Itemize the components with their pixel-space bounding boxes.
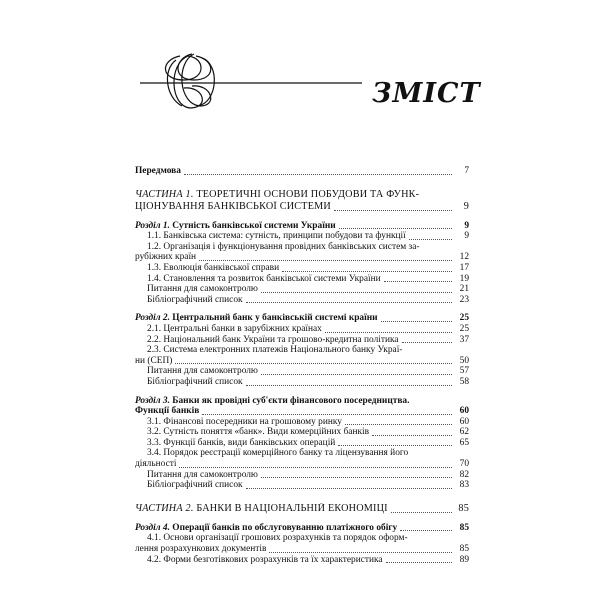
toc-entry-title <box>147 377 243 388</box>
toc-entry-text: лення розрахункових документів <box>135 544 267 555</box>
toc-page-number: 60 <box>459 406 469 417</box>
toc-leader-dots <box>386 562 452 563</box>
page-title: ЗМІСТ <box>372 78 481 109</box>
toc-entry-number: ЧАСТИНА 2. <box>135 502 194 514</box>
toc-page-number: 19 <box>459 273 469 284</box>
toc-entry[interactable] <box>135 533 469 544</box>
toc-leader-dots <box>179 467 452 468</box>
toc-entry-text: 3.1. Фінансові посередники на грошовому ринку <box>147 416 342 427</box>
toc-entry[interactable] <box>135 313 469 324</box>
toc-entry-title <box>135 221 336 232</box>
toc-entry[interactable] <box>135 356 469 367</box>
toc-entry[interactable] <box>135 448 469 459</box>
toc-leader-dots <box>402 342 452 343</box>
toc-page-number: 25 <box>459 323 469 334</box>
toc-leader-dots <box>246 385 452 386</box>
toc-leader-dots <box>202 414 452 415</box>
toc-entry[interactable] <box>135 345 469 356</box>
toc-spacer <box>135 305 469 313</box>
toc-leader-dots <box>339 228 452 229</box>
toc-page-number: 12 <box>459 252 469 263</box>
toc-entry[interactable] <box>135 242 469 253</box>
toc-page-number: 23 <box>459 294 469 305</box>
toc-entry-title <box>147 345 402 356</box>
toc-entry[interactable] <box>135 231 469 242</box>
toc-entry-title <box>135 503 388 515</box>
toc-entry-title <box>147 470 258 481</box>
toc-page-number: 60 <box>459 416 469 427</box>
toc-entry-text: Питання для самоконтролю <box>147 469 258 480</box>
toc-entry[interactable] <box>135 396 469 407</box>
toc-entry-text: Функції банків <box>135 406 200 417</box>
toc-entry[interactable] <box>135 427 469 438</box>
toc-entry-title <box>147 480 243 491</box>
toc-entry-text: Центральний банк у банківській системі країни <box>169 313 378 324</box>
toc-entry[interactable] <box>135 284 469 295</box>
toc-leader-dots <box>282 271 452 272</box>
toc-entry[interactable] <box>135 221 469 232</box>
toc-page-number: 65 <box>459 437 469 448</box>
toc-entry-text: 1.3. Еволюція банківської справи <box>147 262 280 273</box>
toc-entry-title <box>147 427 369 438</box>
toc-entry-text: 3.4. Порядок реєстрації комерційного банку та ліцензування його <box>147 448 409 459</box>
toc-leader-dots <box>400 530 452 531</box>
toc-entry-text: Операції банків по обслуговуванню платіжного обігу <box>169 522 398 533</box>
toc-page-number: 7 <box>464 166 469 176</box>
ornament-flourish <box>140 50 362 112</box>
toc-entry-title <box>147 366 258 377</box>
toc-entry[interactable] <box>135 377 469 388</box>
toc-spacer <box>135 388 469 396</box>
toc-page-number: 62 <box>459 427 469 438</box>
toc-page-number: 85 <box>459 522 469 533</box>
toc-entry-text: Банки як провідні суб'єкти фінансового посередництва. <box>169 395 410 406</box>
toc-leader-dots <box>199 260 452 261</box>
toc-leader-dots <box>334 210 452 211</box>
toc-entry-title <box>147 324 322 335</box>
toc-entry-number: Розділ 1. <box>135 220 170 231</box>
toc-leader-dots <box>345 424 452 425</box>
toc-entry[interactable] <box>135 406 469 417</box>
toc-entry-title <box>135 396 409 407</box>
toc-entry[interactable] <box>135 324 469 335</box>
toc-leader-dots <box>175 363 452 364</box>
toc-entry-text: Бібліографічний список <box>147 294 243 305</box>
toc-entry[interactable] <box>135 417 469 428</box>
toc-spacer <box>135 213 469 221</box>
toc-leader-dots <box>261 292 452 293</box>
toc-leader-dots <box>325 332 452 333</box>
toc-leader-dots <box>184 174 452 175</box>
toc-entry[interactable] <box>135 480 469 491</box>
toc-entry-title <box>147 263 279 274</box>
toc-entry[interactable] <box>135 366 469 377</box>
toc-entry-text: 1.2. Організація і функціонування провідних банківських систем за- <box>147 241 420 252</box>
toc-page-number: 89 <box>459 554 469 565</box>
toc-entry-text: 1.1. Банківська система: сутність, принципи побудови та функції <box>147 231 406 242</box>
toc-page-number: 17 <box>459 262 469 273</box>
toc-leader-dots <box>269 552 452 553</box>
toc-page-number: 9 <box>463 200 469 212</box>
toc-page-number: 83 <box>459 480 469 491</box>
toc-entry-title <box>147 335 399 346</box>
toc-entry-number: ЧАСТИНА 1. <box>135 188 194 200</box>
toc-entry[interactable] <box>135 544 469 555</box>
toc-entry-title <box>135 406 199 417</box>
toc-entry[interactable] <box>135 189 469 201</box>
toc-entry-title <box>135 166 181 177</box>
toc-entry-text: 3.3. Функції банків, види банківських операцій <box>147 437 336 448</box>
toc-entry[interactable] <box>135 201 469 213</box>
toc-page-number: 21 <box>459 284 469 295</box>
toc-entry[interactable] <box>135 470 469 481</box>
toc-entry[interactable] <box>135 263 469 274</box>
toc-entry-text: Бібліографічний список <box>147 376 243 387</box>
toc-entry-title <box>135 313 378 324</box>
toc-leader-dots <box>246 488 452 489</box>
toc-entry-title <box>147 438 335 449</box>
toc-leader-dots <box>261 477 452 478</box>
toc-leader-dots <box>381 321 452 322</box>
toc-leader-dots <box>338 445 452 446</box>
toc-entry-text: діяльності <box>135 459 177 470</box>
toc-entry-text: БАНКИ В НАЦІОНАЛЬНІЙ ЕКОНОМІЦІ <box>193 502 388 514</box>
toc-entry-text: ТЕОРЕТИЧНІ ОСНОВИ ПОБУДОВИ ТА ФУНК- <box>193 188 420 200</box>
toc-entry-title <box>147 284 258 295</box>
toc-leader-dots <box>246 302 452 303</box>
toc-entry-title <box>147 295 243 306</box>
toc-entry-title <box>135 252 196 263</box>
toc-entry-text: 4.1. Основи організації грошових розрахунків та порядок оформ- <box>147 533 408 544</box>
toc-entry-text: 4.2. Форми безготівкових розрахунків та їх характеристика <box>147 554 383 565</box>
toc-entry[interactable] <box>135 274 469 285</box>
toc-entry[interactable] <box>135 555 469 566</box>
toc-entry-number: Розділ 3. <box>135 395 170 406</box>
toc-entry-text: 3.2. Сутність поняття «банк». Види комерційних банків <box>147 427 370 438</box>
toc-spacer <box>135 491 469 503</box>
toc-entry[interactable] <box>135 252 469 263</box>
toc-entry-text: рубіжних країн <box>135 252 197 263</box>
toc-entry[interactable] <box>135 166 469 177</box>
toc-entry-title <box>147 533 408 544</box>
toc-entry[interactable] <box>135 295 469 306</box>
toc-entry[interactable] <box>135 523 469 534</box>
toc-entry-title <box>135 544 266 555</box>
toc-leader-dots <box>372 435 452 436</box>
toc-entry-text: Питання для самоконтролю <box>147 366 258 377</box>
toc-page-number: 9 <box>464 220 469 231</box>
toc-page-number: 70 <box>459 459 469 470</box>
toc-entry-title <box>135 201 331 213</box>
toc-entry-title <box>135 523 397 534</box>
toc-entry-text: Бібліографічний список <box>147 480 243 491</box>
toc-entry-text: 1.4. Становлення та розвиток банківської системи України <box>147 273 381 284</box>
toc-page-number: 50 <box>459 355 469 366</box>
toc-entry-title <box>147 274 381 285</box>
toc-entry-text: Питання для самоконтролю <box>147 284 258 295</box>
toc-entry[interactable] <box>135 503 469 515</box>
toc-entry-number: Розділ 4. <box>135 522 170 533</box>
toc-page-number: 58 <box>459 376 469 387</box>
toc-entry-text: 2.1. Центральні банки в зарубіжних країнах <box>147 323 322 334</box>
toc-entry-text: ЦІОНУВАННЯ БАНКІВСЬКОЇ СИСТЕМИ <box>135 200 331 212</box>
toc-page-number: 9 <box>464 231 469 242</box>
toc-leader-dots <box>384 281 452 282</box>
toc-page-number: 82 <box>459 469 469 480</box>
toc-entry-title <box>147 555 383 566</box>
table-of-contents <box>135 166 469 565</box>
toc-entry-title <box>147 242 420 253</box>
toc-entry-title <box>147 417 342 428</box>
toc-spacer <box>135 515 469 523</box>
toc-entry-title <box>135 189 419 201</box>
toc-entry-text: ни (СЕП) <box>135 355 173 366</box>
toc-leader-dots <box>391 512 452 513</box>
toc-entry-title <box>135 356 172 367</box>
toc-entry-title <box>135 459 176 470</box>
toc-entry[interactable] <box>135 335 469 346</box>
toc-page-number: 37 <box>459 334 469 345</box>
toc-leader-dots <box>261 374 452 375</box>
toc-page-number: 85 <box>459 544 469 555</box>
toc-page-number: 85 <box>458 502 469 514</box>
toc-page-number: 57 <box>459 366 469 377</box>
toc-page-number: 25 <box>459 313 469 324</box>
toc-leader-dots <box>409 239 452 240</box>
toc-entry-title <box>147 448 408 459</box>
toc-entry[interactable] <box>135 438 469 449</box>
toc-entry-number: Розділ 2. <box>135 313 170 324</box>
toc-entry-text: 2.2. Національний банк України та грошово-кредитна політика <box>147 334 399 345</box>
toc-entry-text: Сутність банківської системи України <box>169 220 336 231</box>
toc-entry-text: 2.3. Система електронних платежів Національного банку Украї- <box>147 345 403 356</box>
toc-entry-title <box>147 231 406 242</box>
toc-entry[interactable] <box>135 459 469 470</box>
toc-spacer <box>135 177 469 189</box>
toc-entry-text: Передмова <box>135 166 181 176</box>
